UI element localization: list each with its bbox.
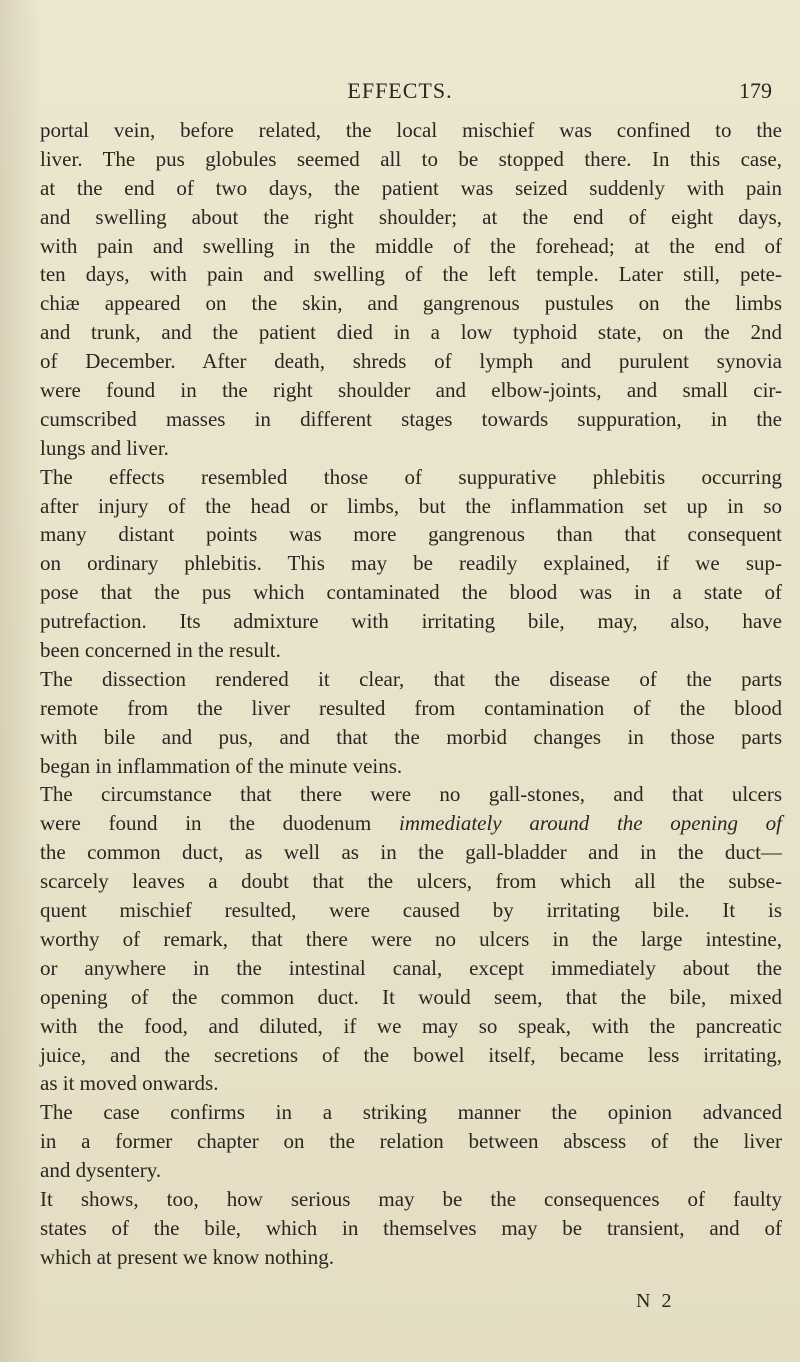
text-line: cumscribed masses in different stages towards suppuration, in the bbox=[40, 406, 782, 431]
text-line: with bile and pus, and that the morbid changes in those parts bbox=[40, 724, 782, 749]
text-line: with pain and swelling in the middle of the forehead; at the end of bbox=[40, 233, 782, 258]
text-line: states of the bile, which in themselves may be transient, and of bbox=[40, 1215, 782, 1240]
text-line: opening of the common duct. It would seem, that the bile, mixed bbox=[40, 984, 782, 1009]
text-line: lungs and liver. bbox=[40, 435, 169, 460]
signature-mark: N 2 bbox=[636, 1290, 675, 1312]
page-number: 179 bbox=[739, 78, 772, 103]
text-line: liver. The pus globules seemed all to be stopped there. In this case, bbox=[40, 146, 782, 171]
text-line: The case confirms in a striking manner the opinion advanced bbox=[40, 1100, 782, 1125]
text-line: ten days, with pain and swelling of the left temple. Later still, pete- bbox=[40, 262, 782, 287]
text-line: with the food, and diluted, if we may so speak, with the pancreatic bbox=[40, 1013, 782, 1038]
italic-phrase: immediately around the opening of bbox=[399, 811, 783, 836]
text-line: scarcely leaves a doubt that the ulcers, from which all the subse- bbox=[40, 869, 782, 894]
text-line: and dysentery. bbox=[40, 1158, 162, 1183]
text-line: been concerned in the result. bbox=[40, 638, 281, 663]
text-line: of December. After death, shreds of lymph and purulent synovia bbox=[40, 349, 782, 374]
text-line: chiæ appeared on the skin, and gangrenous pustules on the limbs bbox=[40, 291, 782, 316]
text-line: and trunk, and the patient died in a low typhoid state, on the 2nd bbox=[40, 320, 782, 345]
text-line: began in inflammation of the minute veins. bbox=[40, 753, 403, 778]
text-line: quent mischief resulted, were caused by irritating bile. It is bbox=[40, 898, 782, 923]
text-line: pose that the pus which contaminated the blood was in a state of bbox=[40, 580, 782, 605]
text-line: or anywhere in the intestinal canal, except immediately about the bbox=[40, 955, 782, 980]
text-line: as it moved onwards. bbox=[40, 1071, 219, 1096]
text-line: The circumstance that there were no gall-stones, and that ulcers bbox=[40, 782, 782, 807]
text-line: on ordinary phlebitis. This may be readily explained, if we sup- bbox=[40, 551, 782, 576]
text-line: remote from the liver resulted from contamination of the blood bbox=[40, 695, 782, 720]
text-line: and swelling about the right shoulder; at the end of eight days, bbox=[40, 204, 782, 229]
text-line: at the end of two days, the patient was seized suddenly with pain bbox=[40, 175, 782, 200]
text-line: juice, and the secretions of the bowel itself, became less irritating, bbox=[40, 1042, 782, 1067]
text-line-start: were found in the duodenum bbox=[40, 811, 372, 836]
text-line: in a former chapter on the relation between abscess of the liver bbox=[40, 1129, 782, 1154]
text-line: putrefaction. Its admixture with irritating bile, may, also, have bbox=[40, 609, 782, 634]
body-text bbox=[40, 116, 782, 1272]
text-line: The effects resembled those of suppurative phlebitis occurring bbox=[40, 464, 782, 489]
running-head bbox=[0, 78, 800, 108]
text-line: the common duct, as well as in the gall-bladder and in the duct— bbox=[40, 840, 782, 865]
text-line: It shows, too, how serious may be the consequences of faulty bbox=[40, 1186, 782, 1211]
text-line: were found in the right shoulder and elbow-joints, and small cir- bbox=[40, 378, 782, 403]
text-line: many distant points was more gangrenous than that consequent bbox=[40, 522, 782, 547]
running-title: EFFECTS. bbox=[347, 78, 453, 103]
text-line: which at present we know nothing. bbox=[40, 1244, 334, 1269]
text-line: worthy of remark, that there were no ulcers in the large intestine, bbox=[40, 926, 782, 951]
text-line-with-italic bbox=[40, 809, 782, 838]
text-line: after injury of the head or limbs, but the inflammation set up in so bbox=[40, 493, 782, 518]
text-line: portal vein, before related, the local mischief was confined to the bbox=[40, 118, 782, 142]
text-line: The dissection rendered it clear, that the disease of the parts bbox=[40, 666, 782, 691]
